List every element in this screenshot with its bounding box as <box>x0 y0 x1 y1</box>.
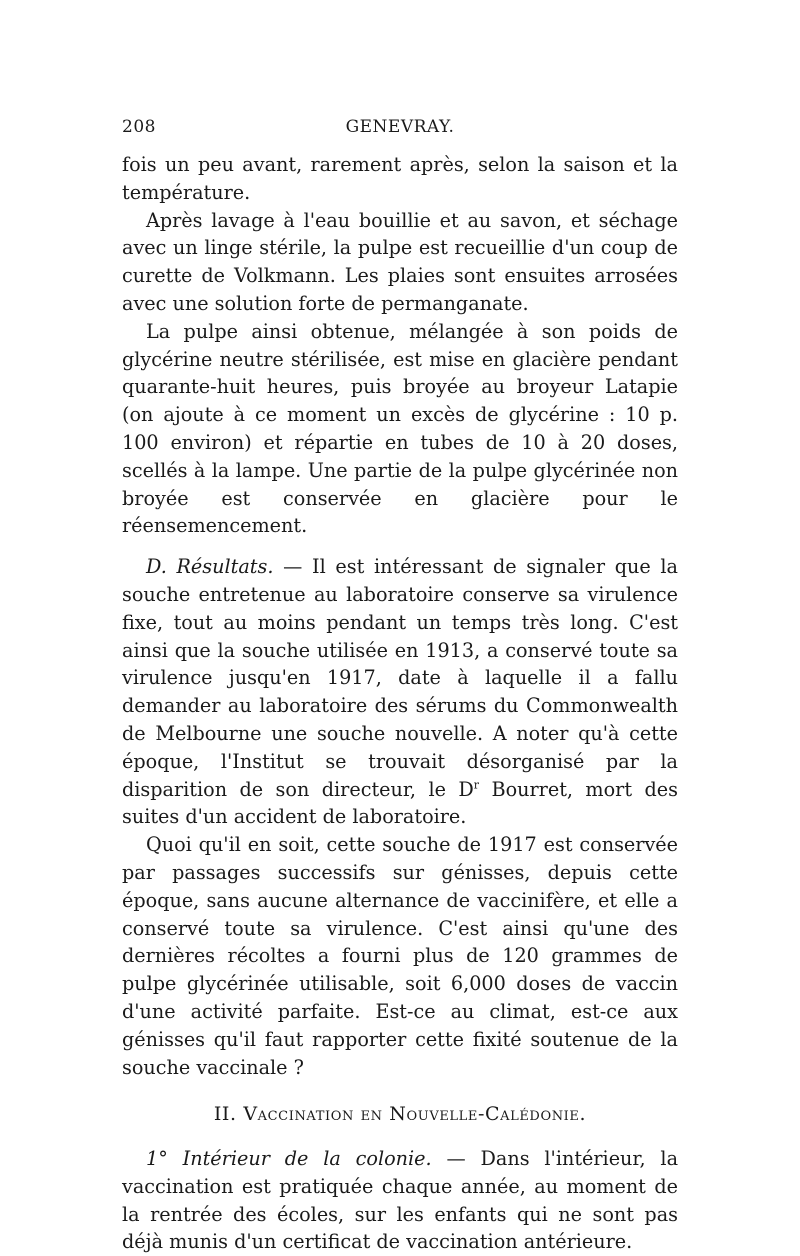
paragraph-results <box>122 553 678 831</box>
page-number: 208 <box>122 117 156 137</box>
paragraph-strain-conservation: Quoi qu'il en soit, cette souche de 1917 est conservée par passages successifs sur génisses, depuis cette époque, sans aucune alternance de vaccinifère, et elle a conservé toute sa virulence. C'est ainsi qu'une des dernières récoltes a fourni plus de 120 grammes de pulpe glycérinée utilisable, soit 6,000 doses de vaccin d'une activité parfaite. Est-ce au climat, est-ce aux génisses qu'il faut rapporter cette fixité soutenue de la souche vaccinale ? <box>122 833 678 1079</box>
interior-text: — Dans l'intérieur, la vaccination est pratiquée chaque année, au moment de la rentrée des écoles, sur les enfants qui ne sont pas déjà munis d'un certificat de vaccination antérieure. <box>122 1147 679 1254</box>
paragraph-washing: Après lavage à l'eau bouillie et au savon, et séchage avec un linge stérile, la pulpe est recueillie d'un coup de curette de Volkmann. Les plaies sont ensuites arrosées avec une solution forte de permanganate. <box>122 208 678 315</box>
book-page <box>122 117 678 1256</box>
section-heading: II. Vaccination en Nouvelle-Calédonie. <box>213 1103 587 1126</box>
results-text-b: Bourret, mort des suites d'un accident de laboratoire. <box>122 777 678 829</box>
results-text-a: — Il est intéressant de signaler que la souche entretenue au laboratoire conserve sa virulence fixe, tout au moins pendant un temps très long. C'est ainsi que la souche utilisée en 1913, a conservé toute sa virulence jusqu'en 1917, date à laquelle il a fallu demander au laboratoire des sérums du Commonwealth de Melbourne une souche nouvelle. A noter qu'à cette époque, l'Institut se trouvait désorganisé par la disparition de son directeur, le D <box>122 555 678 801</box>
running-head: GENEVRAY. <box>345 117 455 137</box>
paragraph-pulp-preparation: La pulpe ainsi obtenue, mélangée à son poids de glycérine neutre stérilisée, est mise en glacière pendant quarante-huit heures, puis broyée au broyeur Latapie (on ajoute à ce moment un excès de glycérine : 10 p. 100 environ) et répartie en tubes de 10 à 20 doses, scellés à la lampe. Une partie de la pulpe glycérinée non broyée est conservée en glacière pour le réensemencement. <box>122 319 678 538</box>
page-header <box>122 117 678 151</box>
results-superscript: r <box>473 778 480 792</box>
paragraph-continuation: fois un peu avant, rarement après, selon la saison et la température. <box>122 153 678 204</box>
paragraph-interior <box>122 1145 678 1256</box>
results-lead: D. Résultats. <box>146 555 274 579</box>
interior-lead: 1° Intérieur de la colonie. <box>146 1147 432 1171</box>
body-text <box>122 151 678 1256</box>
